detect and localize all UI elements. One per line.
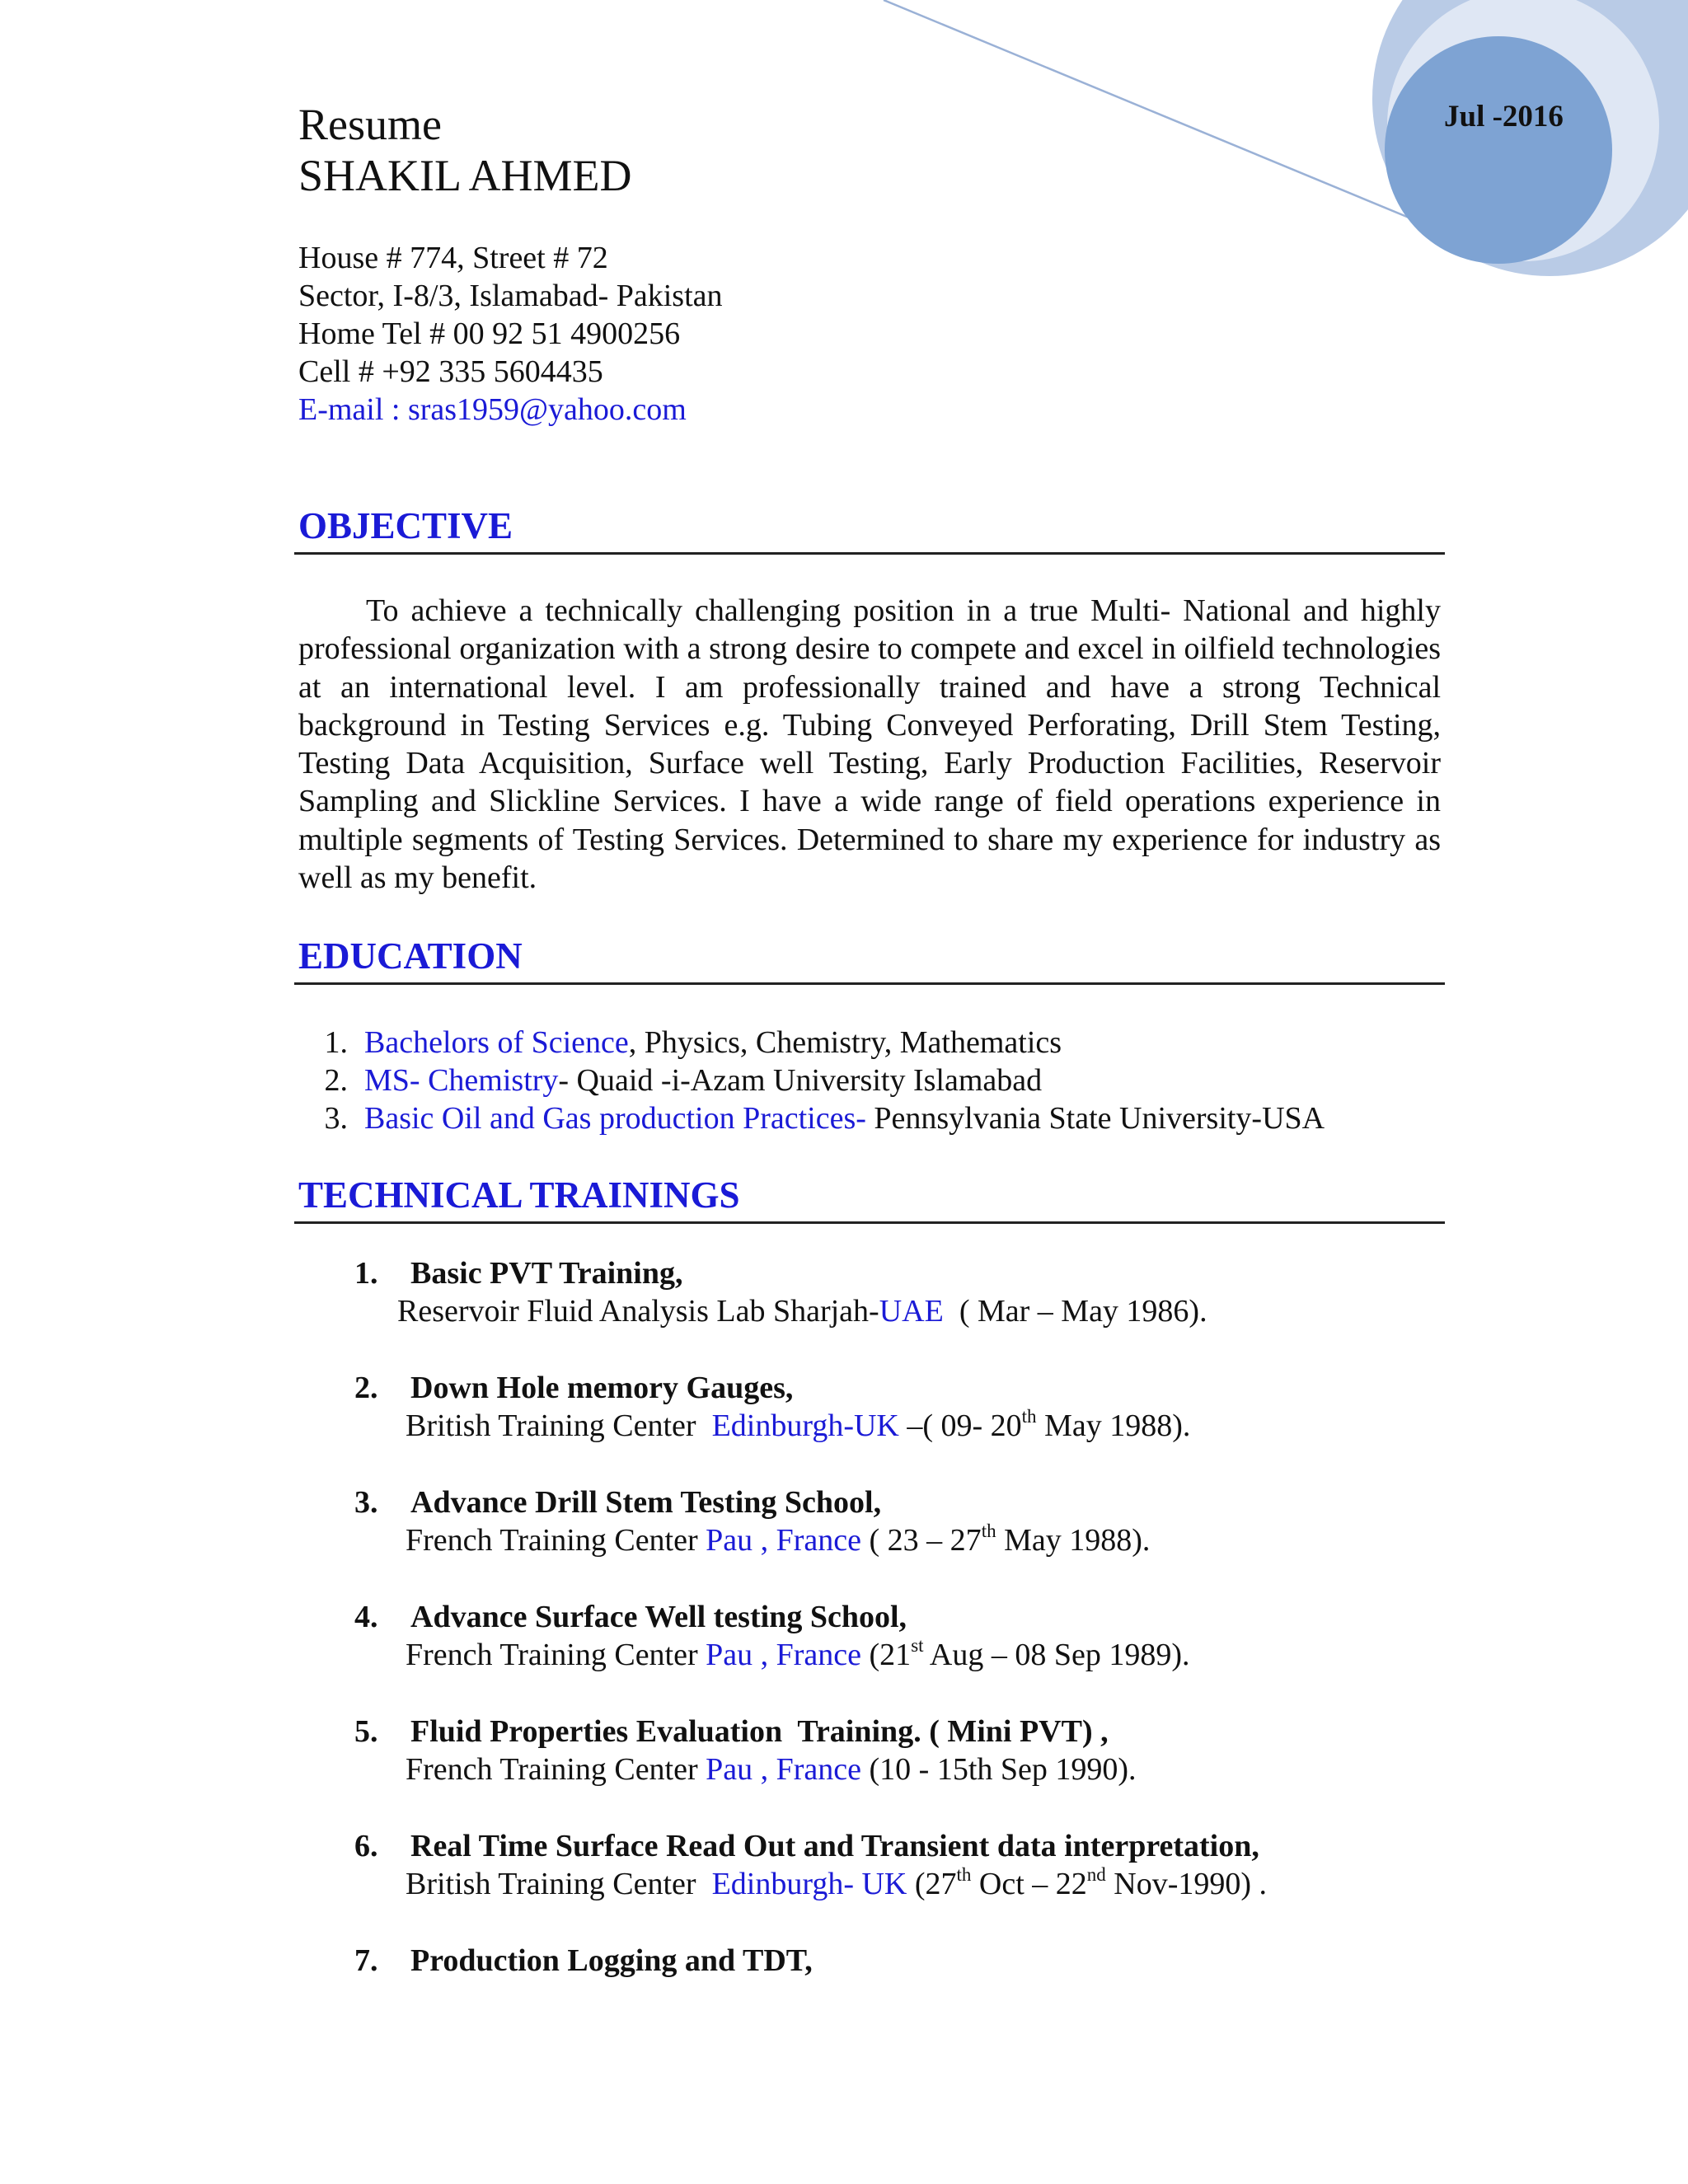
training-place: Edinburgh-UK [711, 1408, 899, 1443]
home-telephone: Home Tel # 00 92 51 4900256 [298, 316, 681, 351]
training-item [354, 1254, 1267, 1369]
email-link[interactable]: E-mail : sras1959@yahoo.com [298, 392, 687, 427]
training-place: Pau , France [706, 1752, 862, 1787]
ordinal-suffix: th [981, 1521, 996, 1541]
education-number: 2. [324, 1063, 348, 1098]
training-item [354, 1942, 1267, 2056]
training-center: French Training Center [406, 1752, 706, 1787]
training-item [354, 1598, 1267, 1713]
education-number: 1. [324, 1025, 348, 1060]
education-number: 3. [324, 1101, 348, 1136]
education-heading: EDUCATION [294, 935, 1445, 985]
training-title: Fluid Properties Evaluation Training. ( Mini PVT) , [410, 1714, 1109, 1749]
document-header [298, 99, 632, 201]
training-place: Pau , France [706, 1523, 862, 1558]
training-item [354, 1827, 1267, 1942]
training-number: 3. [354, 1485, 378, 1520]
training-place: Edinburgh- UK [711, 1867, 907, 1901]
training-dates: (27 [907, 1867, 957, 1901]
ordinal-suffix: th [1021, 1406, 1037, 1427]
training-place: UAE [879, 1294, 944, 1329]
training-dates: –( 09- 20 [898, 1408, 1022, 1443]
education-item [298, 1099, 1325, 1137]
education-item [298, 1024, 1325, 1062]
training-place: Pau , France [706, 1638, 862, 1672]
training-item [354, 1713, 1267, 1827]
education-detail: - Quaid -i-Azam University Islamabad [558, 1063, 1043, 1098]
ordinal-suffix: th [956, 1864, 972, 1885]
training-dates: ( 23 – 27 [861, 1523, 982, 1558]
cell-phone: Cell # +92 335 5604435 [298, 354, 603, 389]
training-dates: (10 - 15th Sep 1990). [861, 1752, 1137, 1787]
objective-text: To achieve a technically challenging position in a true Multi- National and highly professional organization with a strong desire to compete and excel in oilfield technologies at an international level. I am professionally trained and have a strong Technical background in Testing Services e.g. Tubing Conveyed Perforating, Drill Stem Testing, Testing Data Acquisition, Surface well Testing, Early Production Facilities, Reservoir Sampling and Slickline Services. I have a wide range of field operations experience in multiple segments of Testing Services. Determined to share my experience for industry as well as my benefit. [298, 593, 1441, 896]
training-item [354, 1369, 1267, 1483]
training-title: Production Logging and TDT, [410, 1943, 813, 1978]
training-number: 2. [354, 1371, 378, 1405]
training-dates-mid: Oct – 22 [971, 1867, 1087, 1901]
training-title: Down Hole memory Gauges, [410, 1371, 794, 1405]
address-line-1: House # 774, Street # 72 [298, 241, 608, 275]
training-dates-end: Aug – 08 Sep 1989). [923, 1638, 1190, 1672]
training-center: Reservoir Fluid Analysis Lab Sharjah- [397, 1294, 879, 1329]
contact-block [298, 239, 723, 429]
ordinal-suffix: st [911, 1635, 924, 1656]
training-center: British Training Center [406, 1867, 712, 1901]
training-number: 5. [354, 1714, 378, 1749]
education-degree: Basic Oil and Gas production Practices- [364, 1101, 866, 1136]
date-badge: Jul -2016 [1444, 100, 1564, 134]
education-degree: MS- Chemistry [364, 1063, 559, 1098]
trainings-list [354, 1254, 1267, 2056]
training-center: British Training Center [406, 1408, 712, 1443]
candidate-name: SHAKIL AHMED [298, 151, 632, 200]
resume-label: Resume [298, 100, 442, 149]
ordinal-suffix: nd [1086, 1864, 1106, 1885]
training-number: 7. [354, 1943, 378, 1978]
education-list [298, 1024, 1325, 1137]
training-title: Basic PVT Training, [410, 1256, 683, 1291]
training-center: French Training Center [406, 1638, 706, 1672]
decoration-circle-inner [1385, 36, 1612, 264]
training-dates: ( Mar – May 1986). [943, 1294, 1207, 1329]
training-title: Advance Surface Well testing School, [410, 1600, 907, 1634]
training-center: French Training Center [406, 1523, 706, 1558]
education-item [298, 1062, 1325, 1099]
objective-heading: OBJECTIVE [294, 504, 1445, 555]
training-title: Real Time Surface Read Out and Transient data interpretation, [410, 1829, 1259, 1863]
training-dates: (21 [861, 1638, 912, 1672]
education-degree: Bachelors of Science [364, 1025, 629, 1060]
training-number: 4. [354, 1600, 378, 1634]
training-title: Advance Drill Stem Testing School, [410, 1485, 882, 1520]
address-line-2: Sector, I-8/3, Islamabad- Pakistan [298, 279, 723, 313]
training-number: 1. [354, 1256, 378, 1291]
training-dates-end: Nov-1990) . [1105, 1867, 1268, 1901]
training-dates-end: May 1988). [996, 1523, 1151, 1558]
training-number: 6. [354, 1829, 378, 1863]
education-detail: Pennsylvania State University-USA [865, 1101, 1325, 1136]
training-dates-end: May 1988). [1036, 1408, 1191, 1443]
education-detail: , Physics, Chemistry, Mathematics [628, 1025, 1062, 1060]
trainings-heading: TECHNICAL TRAININGS [294, 1174, 1445, 1224]
training-item [354, 1483, 1267, 1598]
decoration-line [884, 0, 1451, 235]
